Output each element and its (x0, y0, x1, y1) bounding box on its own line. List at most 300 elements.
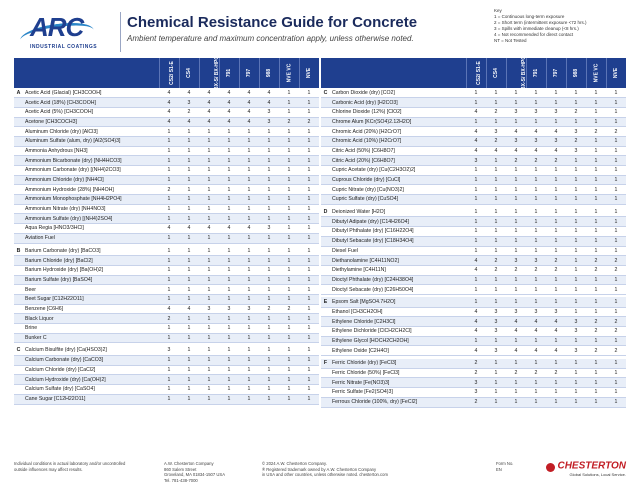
rating-cell: 1 (546, 117, 566, 127)
table-row (321, 368, 626, 378)
table-row (14, 385, 319, 395)
rating-cell: 1 (259, 146, 279, 156)
rating-cell: 1 (299, 175, 319, 185)
rating-cell: 4 (506, 346, 526, 356)
rating-cell: 1 (199, 365, 219, 375)
rating-cell: 1 (239, 394, 259, 404)
rating-cell: 3 (259, 224, 279, 234)
rating-cell: 1 (259, 314, 279, 324)
section-letter (321, 265, 330, 275)
rating-cell: 1 (179, 233, 199, 243)
rating-cell: 2 (586, 127, 606, 137)
rating-cell: 2 (506, 265, 526, 275)
key-legend (494, 8, 626, 44)
rating-cell: 1 (566, 297, 586, 307)
rating-cell: 1 (159, 204, 179, 214)
table-row (14, 136, 319, 146)
rating-cell: 1 (566, 207, 586, 217)
table-row (14, 394, 319, 404)
rating-cell: 1 (606, 368, 626, 378)
legal-line: ® Registered trademark owned by A.W. Chesterton Company (262, 466, 377, 472)
chemical-name: Calcium Sulfate (dry) [CaSO4] (23, 385, 159, 395)
table-row (321, 146, 626, 156)
column-header (299, 58, 319, 88)
rating-cell: 1 (526, 397, 546, 407)
rating-cell: 2 (586, 265, 606, 275)
rating-cell: 1 (239, 365, 259, 375)
rating-cell: 1 (546, 88, 566, 98)
rating-cell: 1 (199, 265, 219, 275)
section-letter (14, 224, 23, 234)
rating-cell: 3 (526, 307, 546, 317)
table-row (14, 333, 319, 343)
rating-cell: 1 (586, 378, 606, 388)
rating-cell: 1 (219, 156, 239, 166)
rating-cell: 1 (299, 88, 319, 98)
legal-line: © 2024 A.W. Chesterton Company. (262, 461, 327, 466)
section-letter (14, 275, 23, 285)
rating-cell: 1 (526, 246, 546, 256)
rating-cell: 1 (546, 236, 566, 246)
rating-cell: 1 (526, 359, 546, 369)
rating-cell: 1 (159, 256, 179, 266)
chemical-name: Diethylamine [C4H11N] (330, 265, 466, 275)
rating-cell: 1 (586, 156, 606, 166)
chemical-name: Ethylene Oxide [C2H4O] (330, 346, 466, 356)
rating-cell: 1 (546, 285, 566, 295)
rating-cell: 1 (299, 356, 319, 366)
section-letter (321, 107, 330, 117)
rating-cell: 4 (179, 304, 199, 314)
rating-cell: 1 (299, 185, 319, 195)
section-letter: B (14, 246, 23, 256)
rating-cell: 1 (486, 336, 506, 346)
rating-cell: 1 (159, 233, 179, 243)
rating-cell: 3 (259, 107, 279, 117)
table-row (321, 327, 626, 337)
rating-cell: 1 (259, 324, 279, 334)
rating-cell: 1 (219, 356, 239, 366)
rating-cell: 2 (566, 136, 586, 146)
key-line: 1 = Continuous long-term exposure (494, 14, 565, 19)
chemical-name: Epsom Salt [MgSO4.7H2O] (330, 297, 466, 307)
rating-cell: 1 (506, 98, 526, 108)
chemical-name: Cane Sugar [C12H22O11] (23, 394, 159, 404)
table-row (14, 204, 319, 214)
rating-cell: 1 (606, 378, 626, 388)
key-line: 2 = Short term (intermittent exposure <72 hrs.) (494, 20, 587, 25)
rating-cell: 1 (526, 336, 546, 346)
rating-cell: 3 (506, 136, 526, 146)
column-header-label: 791 (533, 68, 539, 78)
rating-cell: 1 (239, 346, 259, 356)
rating-cell: 4 (199, 107, 219, 117)
section-letter (321, 236, 330, 246)
column-header-label: BX-S/ BX-HPC (520, 56, 527, 90)
rating-cell: 1 (586, 368, 606, 378)
rating-cell: 1 (299, 285, 319, 295)
rating-cell: 1 (299, 394, 319, 404)
rating-cell: 1 (586, 336, 606, 346)
rating-cell: 1 (159, 356, 179, 366)
rating-cell: 1 (159, 166, 179, 176)
rating-cell: 1 (506, 207, 526, 217)
table-row (14, 195, 319, 205)
rating-cell: 1 (606, 297, 626, 307)
rating-cell: 2 (466, 368, 486, 378)
rating-cell: 4 (526, 317, 546, 327)
rating-cell: 1 (279, 324, 299, 334)
section-letter (321, 195, 330, 205)
rating-cell: 1 (239, 385, 259, 395)
section-letter (321, 185, 330, 195)
rating-cell: 1 (159, 385, 179, 395)
rating-cell: 4 (466, 146, 486, 156)
rating-cell: 2 (586, 346, 606, 356)
chemical-name: Ammonium Carbonate (dry) [(NH4)2CO3] (23, 166, 159, 176)
rating-cell: 1 (546, 166, 566, 176)
rating-cell: 3 (179, 98, 199, 108)
rating-cell: 1 (239, 356, 259, 366)
rating-cell: 1 (486, 378, 506, 388)
rating-cell: 1 (219, 324, 239, 334)
rating-cell: 1 (259, 394, 279, 404)
rating-cell: 1 (606, 307, 626, 317)
arc-logo (14, 10, 114, 56)
rating-cell: 1 (486, 368, 506, 378)
rating-cell: 1 (586, 297, 606, 307)
rating-cell: 1 (526, 207, 546, 217)
rating-cell: 1 (506, 185, 526, 195)
rating-cell: 2 (506, 368, 526, 378)
rating-cell: 1 (566, 275, 586, 285)
rating-cell: 1 (159, 136, 179, 146)
rating-cell: 1 (279, 394, 299, 404)
rating-cell: 1 (239, 156, 259, 166)
rating-cell: 1 (239, 214, 259, 224)
resistance-table-right (321, 58, 626, 408)
rating-cell: 1 (199, 285, 219, 295)
rating-cell: 1 (259, 294, 279, 304)
chemical-name: Ethanol [CH3CH2OH] (330, 307, 466, 317)
rating-cell: 1 (199, 136, 219, 146)
section-letter (321, 307, 330, 317)
rating-cell: 4 (486, 146, 506, 156)
section-letter (14, 175, 23, 185)
section-letter (321, 136, 330, 146)
rating-cell: 4 (259, 88, 279, 98)
rating-cell: 1 (239, 195, 259, 205)
rating-cell: 1 (486, 397, 506, 407)
rating-cell: 1 (299, 385, 319, 395)
rating-cell: 1 (606, 236, 626, 246)
table-row (14, 314, 319, 324)
rating-cell: 1 (259, 275, 279, 285)
section-letter (321, 275, 330, 285)
rating-cell: 4 (239, 107, 259, 117)
section-letter (14, 314, 23, 324)
section-letter (321, 317, 330, 327)
table-row (321, 156, 626, 166)
rating-cell: 3 (566, 317, 586, 327)
rating-cell: 1 (159, 195, 179, 205)
rating-cell: 1 (526, 297, 546, 307)
rating-cell: 1 (606, 227, 626, 237)
rating-cell: 1 (239, 285, 259, 295)
rating-cell: 1 (299, 146, 319, 156)
rating-cell: 2 (486, 256, 506, 266)
chemical-name: Brine (23, 324, 159, 334)
rating-cell: 1 (586, 246, 606, 256)
rating-cell: 1 (219, 214, 239, 224)
rating-cell: 3 (159, 346, 179, 356)
rating-cell: 1 (239, 136, 259, 146)
section-letter (321, 227, 330, 237)
section-letter (14, 324, 23, 334)
rating-cell: 1 (279, 185, 299, 195)
chemical-name: Ammonia Anhydrous [NH3] (23, 146, 159, 156)
rating-cell: 1 (546, 98, 566, 108)
rating-cell: 1 (199, 195, 219, 205)
rating-cell: 1 (279, 88, 299, 98)
chemical-name: Cuprous Chloride (dry) [CuCl] (330, 175, 466, 185)
rating-cell: 1 (586, 275, 606, 285)
rating-cell: 1 (546, 195, 566, 205)
rating-cell: 1 (546, 246, 566, 256)
column-header-label: BX-S/ BX-HPC (213, 56, 220, 90)
rating-cell: 1 (279, 265, 299, 275)
rating-cell: 1 (299, 166, 319, 176)
column-header (466, 58, 486, 88)
rating-cell: 1 (606, 397, 626, 407)
rating-cell: 1 (279, 175, 299, 185)
rating-cell: 1 (199, 275, 219, 285)
rating-cell: 1 (159, 365, 179, 375)
chemical-name: Acetic Acid (5%) [CH3COOH] (23, 107, 159, 117)
rating-cell: 4 (239, 88, 259, 98)
rating-cell: 1 (586, 146, 606, 156)
rating-cell: 1 (506, 246, 526, 256)
table-row (14, 233, 319, 243)
rating-cell: 4 (506, 127, 526, 137)
column-header-label: CS4 (185, 68, 192, 78)
chemical-name: Ammonium Sulfate (dry) [(NH4)2SO4] (23, 214, 159, 224)
section-letter (321, 175, 330, 185)
rating-cell: 1 (466, 227, 486, 237)
chemical-name: Benzene [C6H6] (23, 304, 159, 314)
rating-cell: 1 (566, 307, 586, 317)
page-footer (14, 461, 626, 491)
section-letter (321, 346, 330, 356)
rating-cell: 2 (279, 304, 299, 314)
table-row (321, 378, 626, 388)
rating-cell: 1 (199, 324, 219, 334)
rating-cell: 1 (179, 214, 199, 224)
rating-cell: 1 (279, 285, 299, 295)
right-table-panel (321, 58, 626, 408)
section-letter (14, 265, 23, 275)
rating-cell: 1 (606, 166, 626, 176)
rating-cell: 1 (586, 185, 606, 195)
rating-cell: 2 (466, 359, 486, 369)
column-header (526, 58, 546, 88)
rating-cell: 1 (159, 394, 179, 404)
rating-cell: 2 (506, 156, 526, 166)
table-row (321, 317, 626, 327)
rating-cell: 2 (606, 265, 626, 275)
rating-cell: 1 (586, 175, 606, 185)
chemical-name: Ferric Chloride (dry) [FeCl3] (330, 359, 466, 369)
chemical-name: Aluminum Sulfate (alum, dry) [Al2(SO4)3] (23, 136, 159, 146)
section-letter (14, 214, 23, 224)
table-row (14, 185, 319, 195)
rating-cell: 4 (466, 327, 486, 337)
header-blank (321, 58, 466, 88)
rating-cell: 1 (219, 346, 239, 356)
rating-cell: 4 (199, 224, 219, 234)
section-letter: C (14, 346, 23, 356)
rating-cell: 1 (506, 378, 526, 388)
rating-cell: 1 (606, 88, 626, 98)
rating-cell: 1 (199, 214, 219, 224)
rating-cell: 1 (179, 166, 199, 176)
rating-cell: 3 (466, 378, 486, 388)
chemical-name: Ammonium Chloride (dry) [NH4Cl] (23, 175, 159, 185)
rating-cell: 1 (586, 359, 606, 369)
column-header-label: 797 (553, 68, 559, 78)
rating-cell: 1 (566, 166, 586, 176)
column-header-label: NVE VC (286, 63, 292, 83)
table-row (14, 324, 319, 334)
rating-cell: 1 (239, 275, 259, 285)
rating-cell: 1 (179, 294, 199, 304)
rating-cell: 1 (219, 394, 239, 404)
column-header-label: 988 (573, 68, 579, 78)
rating-cell: 1 (566, 185, 586, 195)
chemical-name: Ferrous Chloride (100%, dry) [FeCl2] (330, 397, 466, 407)
rating-cell: 1 (506, 88, 526, 98)
table-row (14, 166, 319, 176)
rating-cell: 1 (279, 375, 299, 385)
rating-cell: 2 (526, 156, 546, 166)
chemical-name: Deionized Water [H2O] (330, 207, 466, 217)
chemical-name: Citric Acid (50%) [C6H8O7] (330, 146, 466, 156)
rating-cell: 2 (546, 256, 566, 266)
rating-cell: 1 (506, 166, 526, 176)
rating-cell: 3 (506, 256, 526, 266)
rating-cell: 1 (239, 294, 259, 304)
rating-cell: 1 (506, 117, 526, 127)
rating-cell: 1 (566, 156, 586, 166)
rating-cell: 1 (179, 127, 199, 137)
rating-cell: 1 (199, 233, 219, 243)
rating-cell: 1 (566, 246, 586, 256)
rating-cell: 1 (219, 333, 239, 343)
rating-cell: 1 (239, 265, 259, 275)
rating-cell: 4 (506, 317, 526, 327)
rating-cell: 2 (259, 304, 279, 314)
rating-cell: 1 (299, 346, 319, 356)
rating-cell: 1 (179, 146, 199, 156)
rating-cell: 1 (179, 185, 199, 195)
table-row (321, 256, 626, 266)
rating-cell: 3 (466, 388, 486, 398)
section-letter (321, 336, 330, 346)
rating-cell: 1 (219, 204, 239, 214)
section-letter (14, 195, 23, 205)
page-header (14, 10, 626, 58)
rating-cell: 4 (219, 88, 239, 98)
rating-cell: 1 (199, 346, 219, 356)
rating-cell: 1 (299, 324, 319, 334)
rating-cell: 1 (199, 394, 219, 404)
rating-cell: 1 (239, 146, 259, 156)
chemical-name: Ethylene Dichloride [ClCH2CH2Cl] (330, 327, 466, 337)
table-row (14, 275, 319, 285)
rating-cell: 4 (466, 256, 486, 266)
rating-cell: 1 (466, 98, 486, 108)
rating-cell: 1 (239, 314, 259, 324)
rating-cell: 3 (486, 346, 506, 356)
rating-cell: 1 (219, 166, 239, 176)
rating-cell: 4 (239, 117, 259, 127)
footer-form (496, 461, 536, 472)
section-letter (14, 285, 23, 295)
rating-cell: 1 (486, 207, 506, 217)
rating-cell: 1 (606, 336, 626, 346)
rating-cell: 3 (199, 304, 219, 314)
rating-cell: 1 (179, 195, 199, 205)
chemical-name: Ethylene Chloride [C2H3Cl] (330, 317, 466, 327)
rating-cell: 1 (259, 166, 279, 176)
key-line: 4 = Not recommended for direct contact (494, 32, 574, 37)
rating-cell: 1 (606, 136, 626, 146)
rating-cell: 1 (586, 136, 606, 146)
rating-cell: 1 (179, 346, 199, 356)
column-header-label: CS2/ S1-E (475, 61, 482, 85)
chemical-name: Carbonic Acid (dry) [H2CO3] (330, 98, 466, 108)
rating-cell: 1 (259, 346, 279, 356)
rating-cell: 1 (606, 388, 626, 398)
section-letter: A (14, 88, 23, 98)
table-row (14, 356, 319, 366)
rating-cell: 1 (606, 217, 626, 227)
chemical-name: Diethanolamine [C4H11NO2] (330, 256, 466, 266)
legal-line: in USA and other countries, unless otherwise noted. chesterton.com (262, 472, 388, 477)
rating-cell: 1 (566, 368, 586, 378)
rating-cell: 1 (466, 185, 486, 195)
rating-cell: 2 (566, 107, 586, 117)
rating-cell: 1 (259, 175, 279, 185)
rating-cell: 1 (279, 356, 299, 366)
section-letter (321, 368, 330, 378)
section-letter (321, 98, 330, 108)
table-row (321, 397, 626, 407)
chemical-name: Dibutyl Adipate (dry) [C14H26O4] (330, 217, 466, 227)
chemical-name: Aluminum Chloride (dry) [AlCl3] (23, 127, 159, 137)
address-line: Groveland, MA 01834-1507 USA (164, 472, 225, 477)
rating-cell: 1 (566, 117, 586, 127)
rating-cell: 2 (486, 136, 506, 146)
table-row (14, 156, 319, 166)
rating-cell: 1 (466, 175, 486, 185)
rating-cell: 1 (259, 127, 279, 137)
rating-cell: 1 (259, 156, 279, 166)
rating-cell: 1 (219, 275, 239, 285)
rating-cell: 4 (546, 146, 566, 156)
rating-cell: 3 (526, 136, 546, 146)
rating-cell: 1 (179, 385, 199, 395)
